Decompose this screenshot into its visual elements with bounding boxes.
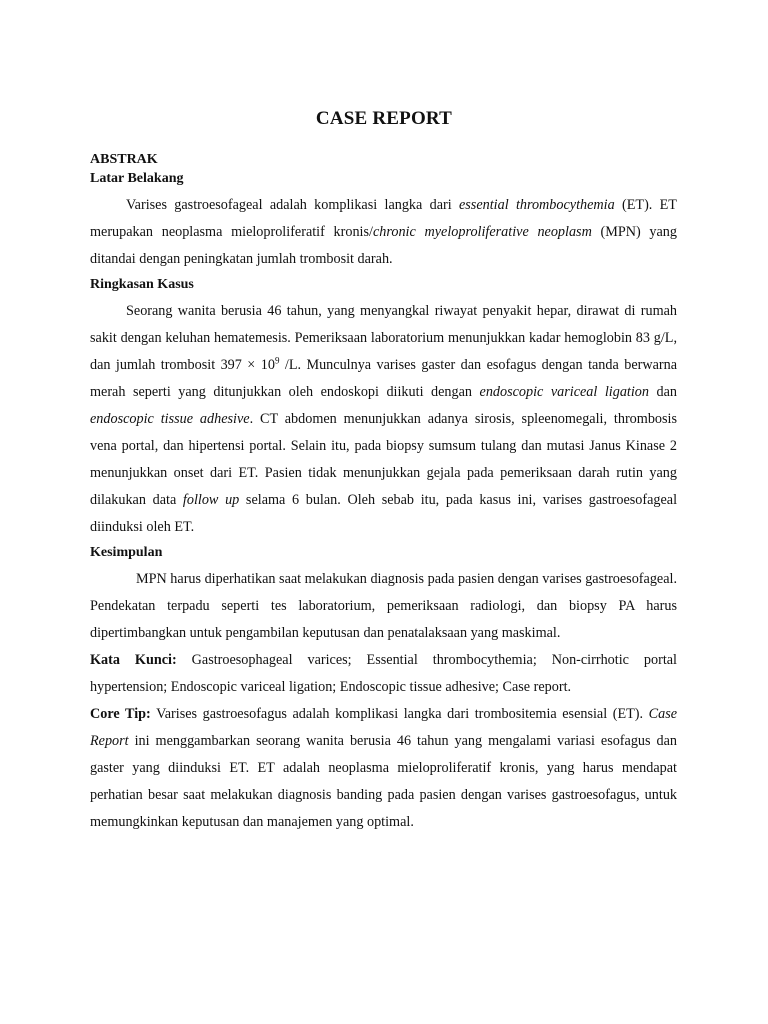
core-tip-paragraph — [90, 701, 677, 836]
italic-term: chronic myeloproliferative neoplasm — [372, 224, 592, 240]
text-run: (MPN) yang ditandai dengan peningkatan jumlah trombosit darah. — [90, 224, 677, 267]
italic-term: endoscopic variceal ligation — [479, 384, 649, 400]
text-run: . CT abdomen menunjukkan adanya sirosis, spleenomegali, thrombosis vena portal, dan hipertensi portal. Selain itu, pada biopsy sumsum tulang dan mutasi Janus Kinase 2 menunjukkan onset dari ET. Pasien tidak menunjukkan gejala pada pemeriksaan darah rutin yang dilakukan data — [90, 411, 677, 508]
kesimpulan-paragraph — [90, 566, 677, 647]
text-run: (ET). ET merupakan neoplasma mieloproliferatif kronis/ — [90, 197, 677, 240]
abstrak-heading: ABSTRAK — [90, 152, 158, 167]
ringkasan-kasus-paragraph — [90, 298, 677, 541]
page-title: CASE REPORT — [315, 108, 453, 129]
core-tip-label: Core Tip: — [90, 706, 151, 722]
text-run: /L. Munculnya varises gaster dan esofagus dengan tanda berwarna merah seperti yang ditunjukkan oleh endoskopi diikuti dengan — [90, 357, 678, 400]
superscript: 9 — [274, 355, 280, 366]
italic-term: essential thrombocythemia — [458, 197, 615, 213]
text-run: Varises gastroesofageal adalah komplikasi langka dari — [126, 197, 459, 213]
abstract-section — [90, 150, 677, 836]
text-run: Varises gastroesofagus adalah komplikasi langka dari trombositemia esensial (ET). — [150, 706, 649, 722]
text-run: ini menggambarkan seorang wanita berusia 46 tahun yang mengalami variasi esofagus dan gaster yang diinduksi ET. ET adalah neoplasma mieloproliferatif kronis, yang harus mendapat perhatian besar saat melakukan diagnosis banding pada pasien dengan varises gastroesofagus, untuk memungkinkan keputusan dan manajemen yang optimal. — [90, 733, 677, 830]
latar-belakang-heading: Latar Belakang — [90, 171, 184, 186]
ringkasan-kasus-heading: Ringkasan Kasus — [90, 277, 194, 292]
kata-kunci-paragraph — [90, 647, 677, 701]
italic-term: Case Report — [90, 706, 678, 749]
kata-kunci-label: Kata Kunci: — [90, 652, 177, 668]
latar-belakang-paragraph — [90, 192, 677, 273]
kesimpulan-heading: Kesimpulan — [90, 545, 163, 560]
italic-term: endoscopic tissue adhesive — [90, 411, 250, 427]
text-run: dan — [649, 384, 677, 400]
text-run: selama 6 bulan. Oleh sebab itu, pada kasus ini, varises gastroesofageal diinduksi oleh ET. — [90, 492, 678, 535]
text-run: Seorang wanita berusia 46 tahun, yang menyangkal riwayat penyakit hepar, dirawat di rumah sakit dengan keluhan hematemesis. Pemeriksaan laboratorium menunjukkan kadar hemoglobin 83 g/L, dan jumlah trombosit 397 × 10 — [90, 303, 677, 373]
italic-term: follow up — [182, 492, 240, 508]
text-run: MPN harus diperhatikan saat melakukan diagnosis pada pasien dengan varises gastroesofageal. Pendekatan terpadu seperti tes laboratorium, pemeriksaan radiologi, dan biopsy PA harus dipertimbangkan untuk pengambilan keputusan dan penatalaksaan yang maskimal. — [90, 571, 677, 641]
text-run: Gastroesophageal varices; Essential thrombocythemia; Non-cirrhotic portal hypertension; Endoscopic variceal ligation; Endoscopic tissue adhesive; Case report. — [90, 652, 677, 695]
